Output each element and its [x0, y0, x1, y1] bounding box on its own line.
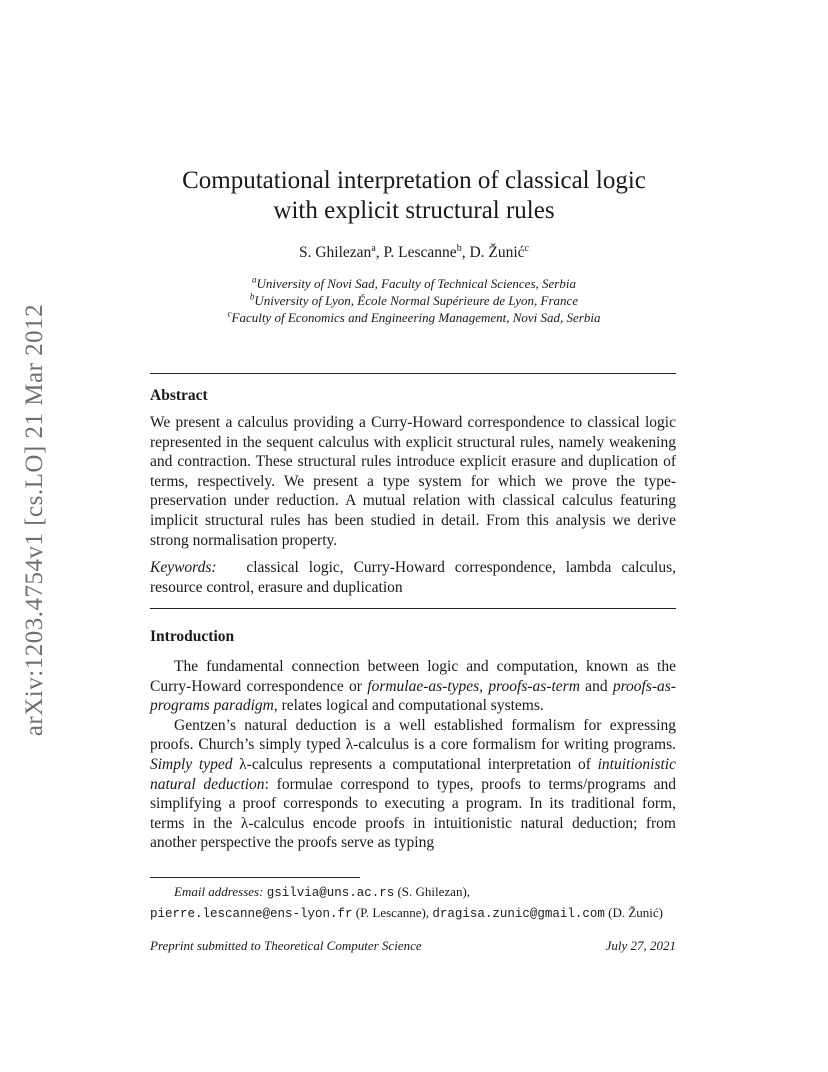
email-link[interactable]: pierre.lescanne@ens-lyon.fr [150, 907, 353, 921]
author-2-affil: b [456, 242, 462, 254]
arxiv-identifier-text: arXiv:1203.4754v1 [cs.LO] 21 Mar 2012 [21, 303, 49, 737]
keywords-text: classical logic, Curry-Howard correspondence, lambda calculus, resource control, erasure and duplication [150, 559, 676, 596]
introduction-body [150, 657, 676, 853]
arxiv-identifier [10, 290, 60, 750]
email-link[interactable]: gsilvia@uns.ac.rs [266, 886, 395, 900]
intro-paragraph-2: Gentzen’s natural deduction is a well established formalism for expressing proofs. Church’s simply typed λ-calculus is a core formalism for writing programs. Simply typed λ-calculus represents a computational interpretation of intuitionistic natural deduction: formulae correspond to types, proofs to terms/programs and simplifying a proof corresponds to executing a program. In its traditional form, terms in the λ-calculus encode proofs in intuitionistic natural deduction; from another perspective the proofs serve as typing [150, 716, 676, 852]
intro-paragraph-1: The fundamental connection between logic and computation, known as the Curry-Howard correspondence or formulae-as-types, proofs-as-term and proofs-as-programs paradigm, relates logical and computational systems. [150, 658, 676, 715]
author-3: D. Žunić [469, 244, 525, 261]
footer-journal: Preprint submitted to Theoretical Computer Science [150, 938, 422, 953]
footer-date: July 27, 2021 [605, 938, 676, 953]
author-list: S. Ghilezan$^a$, P. Lescanne$^b$, D. Žunić$^c$ [298, 242, 529, 261]
affiliation: $^b$University of Lyon, École Normal Supérieure de Lyon, France [249, 291, 579, 308]
affiliation: $^a$University of Novi Sad, Faculty of Technical Sciences, Serbia [252, 274, 576, 291]
author-1: S. Ghilezan [298, 244, 372, 261]
footnote-rule [150, 877, 360, 878]
title-line-2: with explicit structural rules [273, 197, 555, 224]
abstract-bottom-rule [150, 608, 676, 609]
title-line-1: Computational interpretation of classical logic [182, 167, 646, 194]
author-1-affil: a [371, 242, 376, 254]
keywords [150, 558, 676, 597]
keywords-label: Keywords: [150, 559, 217, 576]
footnote-label: Email addresses: [174, 884, 264, 899]
introduction-heading: Introduction [150, 628, 235, 645]
abstract-top-rule [150, 373, 676, 374]
author-2: P. Lescanne [383, 244, 457, 261]
abstract-text: We present a calculus providing a Curry-Howard correspondence to classical logic represented in the sequent calculus with explicit structural rules, namely weakening and contraction. These structural rules introduce explicit erasure and duplication of terms, respectively. We present a type system for which we prove the type-preservation under reduction. A mutual relation with classical calculus featuring implicit structural rules has been studied in detail. From this analysis we derive strong normalisation property. [150, 414, 676, 549]
abstract-heading: Abstract [150, 387, 208, 404]
author-3-affil: c [524, 242, 529, 254]
footnote-emails: Email addresses: gsilvia@uns.ac.rs (S. Ghilezan), pierre.lescanne@ens-lyon.fr (P. Lescanne), dragisa.zunic@gmail.com (D. Žunić) [150, 884, 663, 921]
email-link[interactable]: dragisa.zunic@gmail.com [432, 907, 605, 921]
affiliations [0, 275, 828, 326]
page-footer [150, 938, 676, 954]
affiliation: $^c$Faculty of Economics and Engineering Management, Novi Sad, Serbia [227, 308, 601, 325]
paper-title [0, 166, 828, 226]
